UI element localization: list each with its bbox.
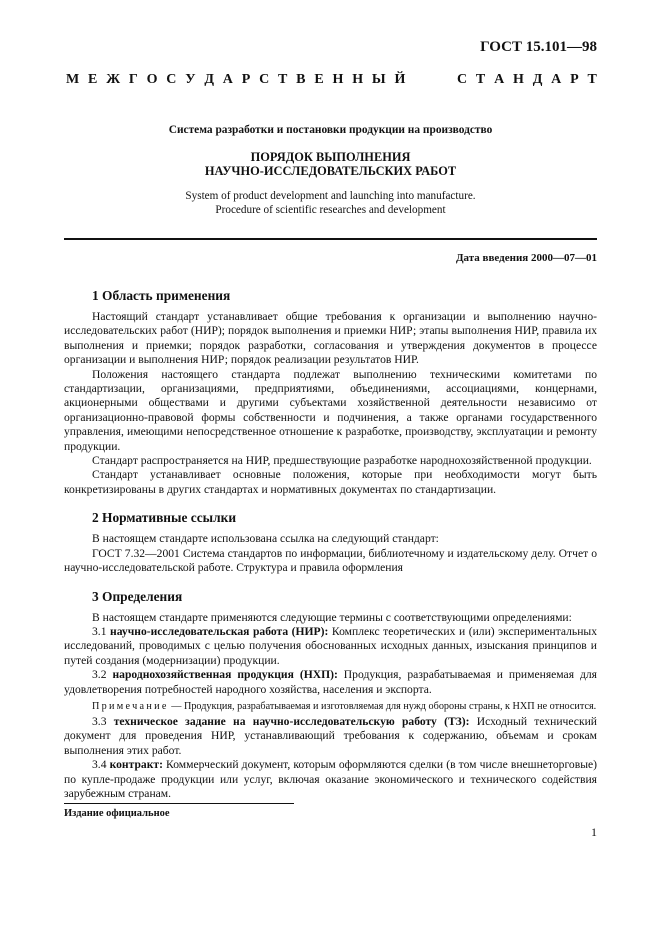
definition <box>64 668 597 697</box>
banner-letter: В <box>296 72 306 87</box>
definition <box>64 625 597 668</box>
definition-term: техническое задание на научно-исследовательскую работу (ТЗ): <box>113 714 470 728</box>
definition <box>64 715 597 758</box>
banner-letter: У <box>185 72 196 87</box>
definition-term: научно-исследовательская работа (НИР): <box>110 624 329 638</box>
definition-text: Продукция, разрабатываемая и применяемая для удовлетворения потребностей народного хозяйства, населения и экспорта. <box>64 668 598 696</box>
banner-letter: М <box>66 72 80 87</box>
banner-letter: А <box>222 72 233 87</box>
banner-letter: Е <box>314 72 324 87</box>
banner-letter: А <box>551 72 562 87</box>
note-text: — Продукция, разрабатываемая и изготовляемая для нужд обороны страны, к НХП не относится. <box>168 700 597 712</box>
section-heading: 2 Нормативные ссылки <box>92 510 237 526</box>
banner-letter: Д <box>532 72 543 87</box>
banner-letter: Т <box>475 72 486 87</box>
banner-letter: Н <box>332 72 344 87</box>
note <box>64 700 597 713</box>
definition-text: Исходный технический документ для проведения НИР, устанавливающий требования к содержанию, объемам и срокам выполнения этих работ. <box>64 714 597 757</box>
title-ru-line: НАУЧНО-ИССЛЕДОВАТЕЛЬСКИХ РАБОТ <box>204 164 457 179</box>
note-label: Примечание <box>92 700 169 712</box>
header-divider <box>64 238 597 240</box>
page-number: 1 <box>591 825 597 839</box>
banner-letter: Ы <box>371 72 386 87</box>
banner-letter: Ж <box>106 72 121 87</box>
paragraph: Стандарт устанавливает основные положения, которые при необходимости могут быть конкретизированы в других стандартах и нормативных документах по стандартизации. <box>64 468 597 496</box>
banner-letter: Д <box>204 72 214 87</box>
banner-letter: Р <box>570 72 579 87</box>
document-title-en <box>64 190 597 218</box>
banner-letter: Й <box>394 72 406 87</box>
document-number: ГОСТ 15.101—98 <box>480 39 597 55</box>
footer-divider <box>64 803 294 804</box>
banner-letter: С <box>166 72 177 87</box>
title-en-line: System of product development and launching into manufacture. <box>185 190 476 202</box>
definition-term: народнохозяйственная продукция (НХП): <box>112 668 338 682</box>
definition-number: 3.2 <box>92 668 113 682</box>
definition-term: контракт: <box>109 758 163 772</box>
paragraph: В настоящем стандарте применяются следующие термины с соответствующими определениями: <box>92 610 572 624</box>
banner-letter: Т <box>587 72 597 87</box>
paragraph: Стандарт распространяется на НИР, предшествующие разработке народнохозяйственной продукции. <box>92 454 592 468</box>
section-heading: 3 Определения <box>92 588 183 604</box>
definition-number: 3.3 <box>92 714 114 728</box>
title-en-line: Procedure of scientific researches and development <box>215 203 446 216</box>
paragraph: ГОСТ 7.32—2001 Система стандартов по информации, библиотечному и издательскому делу. Отчет о научно-исследовательской работе. Структура и правила оформления <box>64 546 597 575</box>
paragraph: Положения настоящего стандарта подлежат выполнению техническими комитетами по стандартизации, организациями, предприятиями, объединениями, ассоциациями, концернами, акционерными обществами и другими субъектами хозяйственной деятельности независимо от организационно-правовой формы собственности и подчинения, а также органами государственного управления, имеющими непосредственное отношение к разработке, производству, эксплуатации и ремонту продукции. <box>64 367 597 453</box>
definition-text: Комплекс теоретических и (или) экспериментальных исследований, проводимых с целью получения обоснованных исходных данных, изыскания принципов и путей создания (модернизации) продукции. <box>64 624 598 667</box>
banner-letter: Е <box>88 72 98 87</box>
definition-number: 3.4 <box>92 758 110 772</box>
banner-letter: А <box>494 72 505 87</box>
banner-letter: С <box>259 72 270 87</box>
banner-letter: Н <box>352 72 364 87</box>
introduction-date: Дата введения 2000—07—01 <box>455 252 597 264</box>
definition-text: Коммерческий документ, которым оформляются сделки (в том числе внешнеторговые) по купле-продаже продукции или услуг, включая оказание экономического и технического содействия зарубежным странам. <box>64 758 597 800</box>
banner-letter: Н <box>513 72 524 87</box>
paragraph: В настоящем стандарте использована ссылка на следующий стандарт: <box>92 532 439 546</box>
standard-type-banner <box>66 73 597 95</box>
document-body <box>64 282 597 801</box>
system-title: Система разработки и постановки продукции на производство <box>168 124 493 136</box>
banner-word-gap <box>414 73 448 95</box>
banner-letter: Т <box>278 72 288 87</box>
definition <box>64 758 597 801</box>
section-heading: 1 Область применения <box>92 288 231 303</box>
banner-letter: Г <box>128 72 138 87</box>
banner-letter: О <box>146 72 158 87</box>
edition-label: Издание официальное <box>64 808 170 819</box>
banner-letter: Р <box>241 72 251 87</box>
paragraph: Настоящий стандарт устанавливает общие требования к организации и выполнению научно-исследовательских работ (НИР); порядок выполнения и приемки НИР; этапы выполнения НИР, правила их выполнения и приемки; порядок разработки, согласования и утверждения документов в процессе организации и выполнения НИР; порядок реализации результатов НИР. <box>64 310 597 367</box>
definition-number: 3.1 <box>92 624 111 638</box>
banner-letter: С <box>456 72 468 87</box>
title-ru-line: ПОРЯДОК ВЫПОЛНЕНИЯ <box>250 150 411 164</box>
document-title-ru <box>64 150 597 179</box>
